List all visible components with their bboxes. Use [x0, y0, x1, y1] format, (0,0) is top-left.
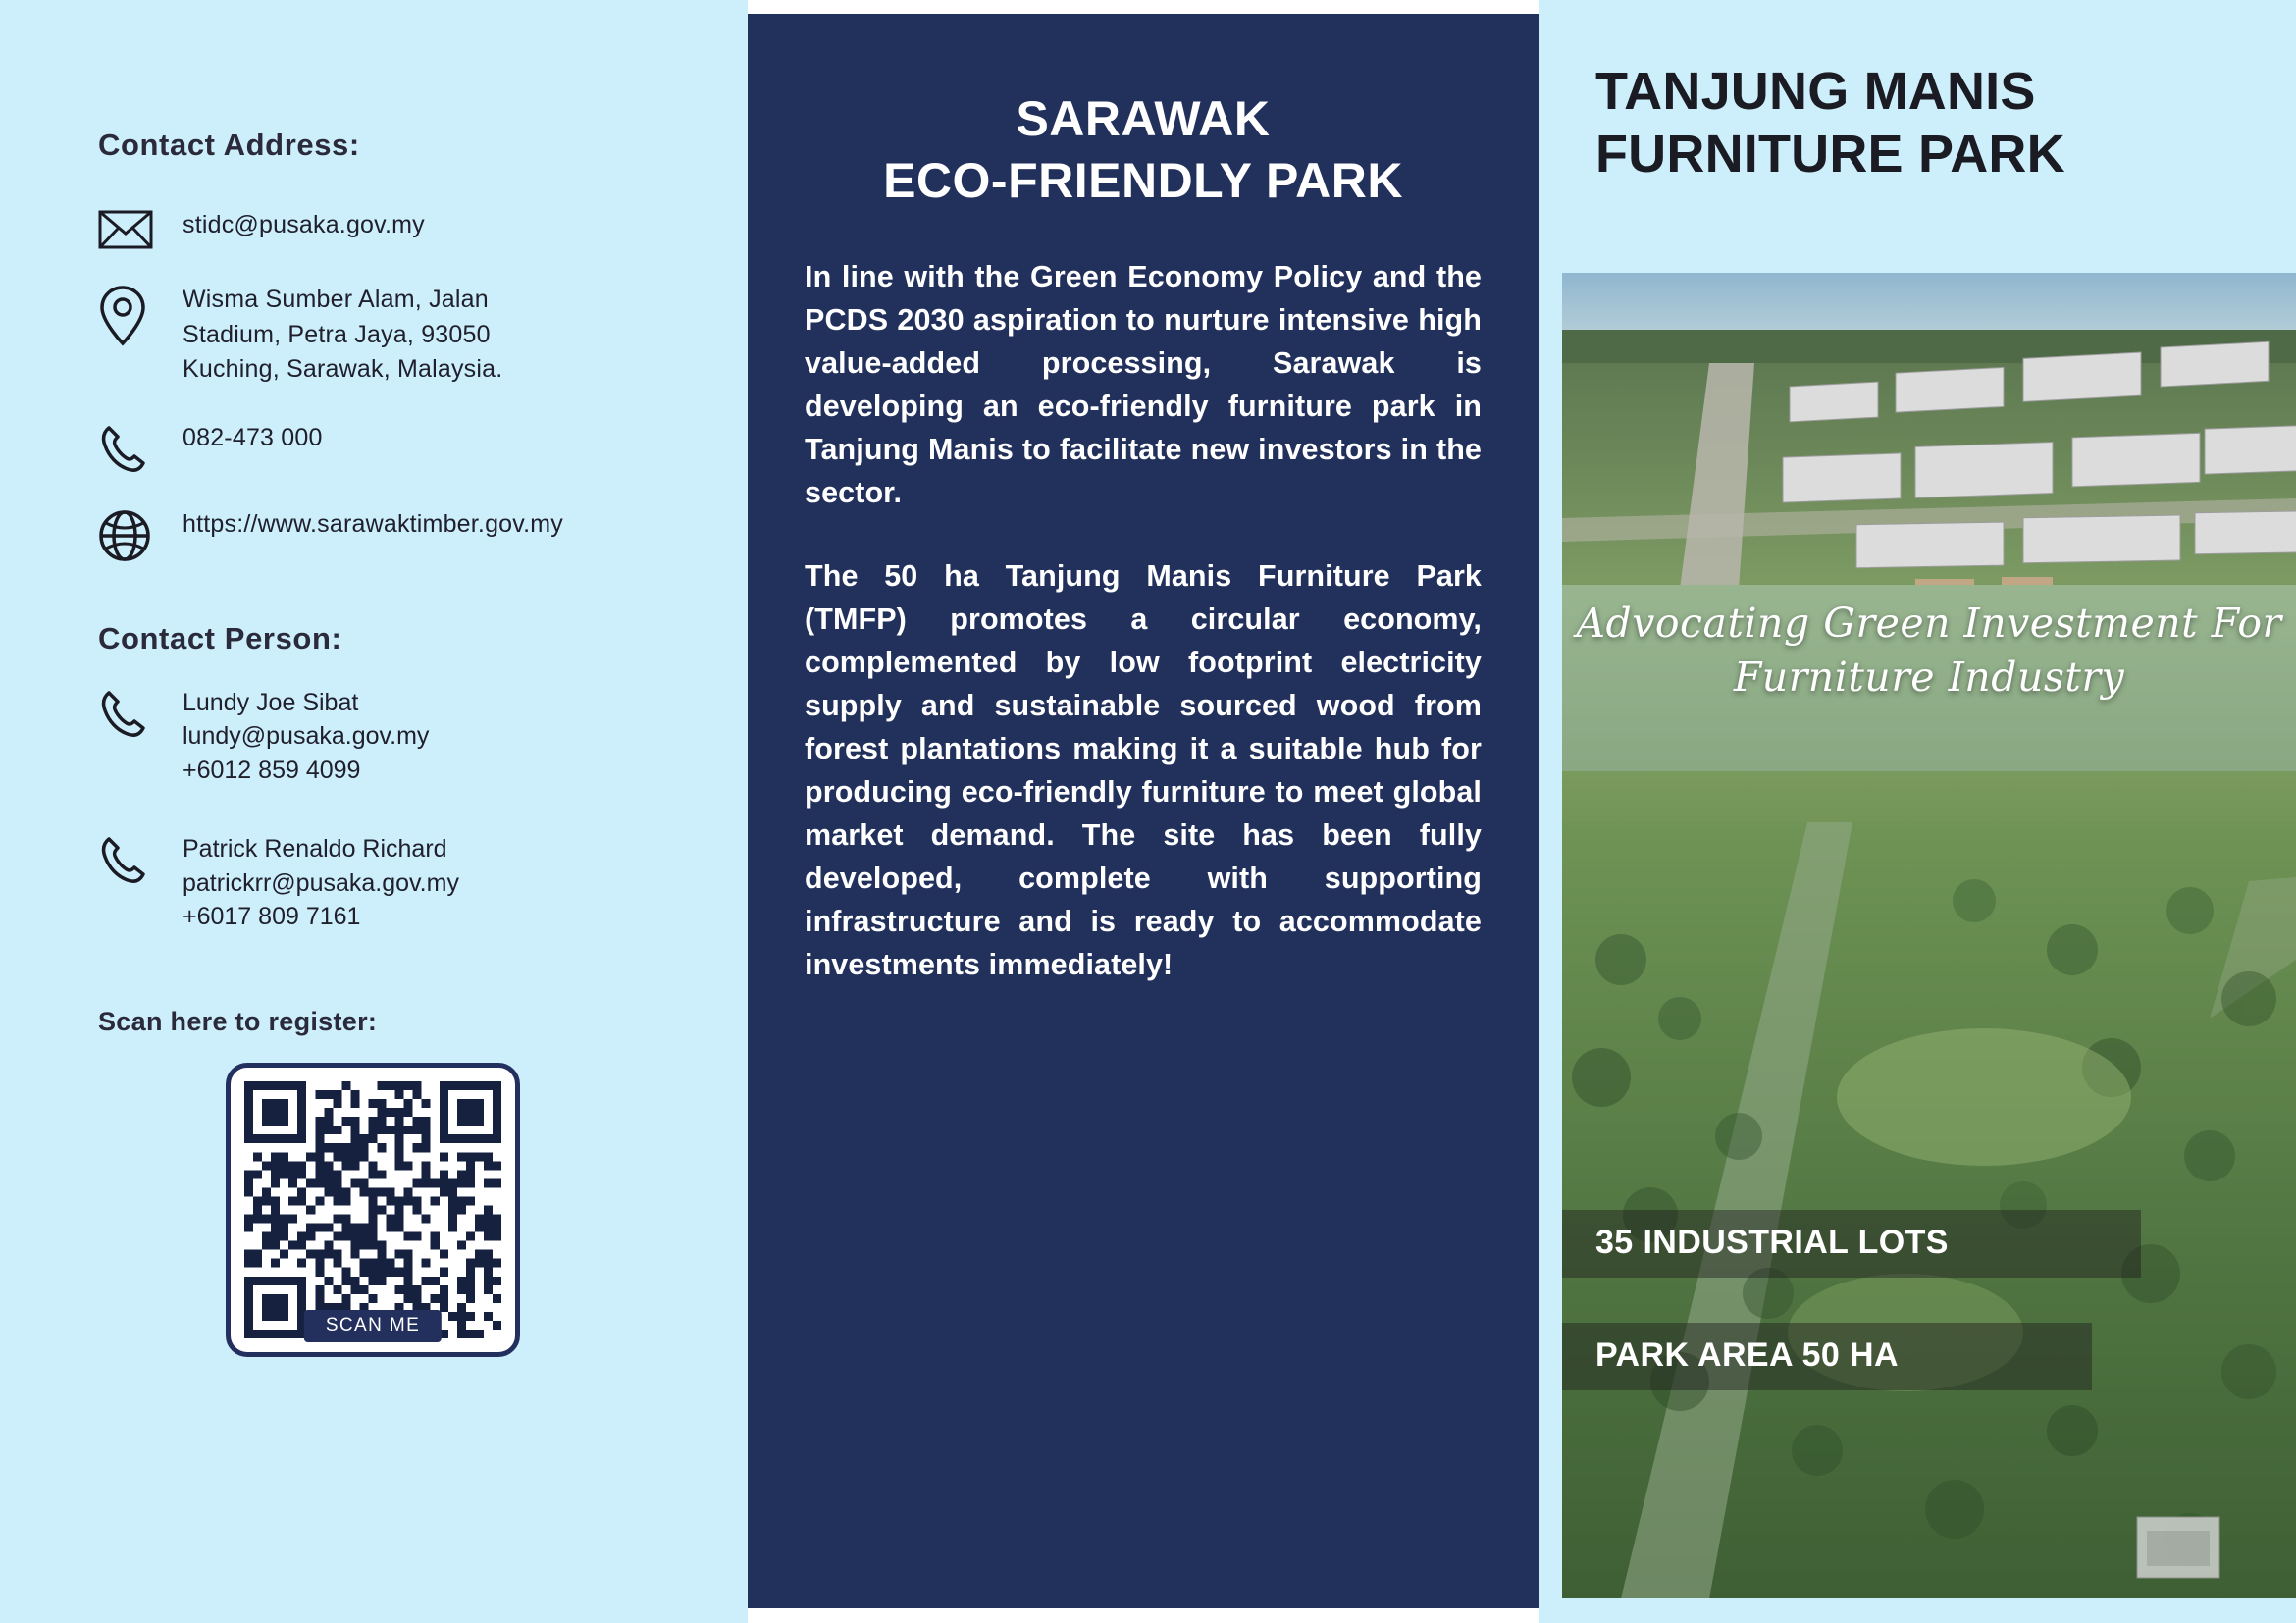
cover-panel — [1539, 0, 2296, 1623]
aerial-park-photo — [1562, 273, 2296, 1598]
person-details — [183, 686, 429, 788]
person-email: lundy@pusaka.gov.my — [183, 722, 430, 750]
contact-address-heading: Contact Address: — [98, 128, 360, 162]
fact-park-area: PARK AREA 50 HA — [1562, 1323, 2092, 1390]
phone-icon — [98, 832, 183, 885]
email-text: stidc@pusaka.gov.my — [183, 211, 425, 238]
person-details — [183, 832, 459, 934]
contact-website-row[interactable] — [98, 507, 669, 562]
person-name: Patrick Renaldo Richard — [183, 835, 447, 863]
person-email: patrickrr@pusaka.gov.my — [183, 868, 459, 897]
eco-park-title-line-2: ECO-FRIENDLY PARK — [883, 152, 1403, 208]
cover-title-line-1: TANJUNG MANIS — [1595, 62, 2036, 121]
address-line-2: Stadium, Petra Jaya, 93050 — [183, 320, 491, 348]
person-name: Lundy Joe Sibat — [183, 688, 359, 716]
contact-address-row — [98, 283, 669, 388]
contact-person-heading: Contact Person: — [98, 620, 342, 655]
phone-icon — [98, 686, 183, 739]
address-line-3: Kuching, Sarawak, Malaysia. — [183, 355, 503, 383]
eco-park-paragraph-1: In line with the Green Economy Policy and the PCDS 2030 aspiration to nurture intensive high value-added processing, Sarawak is developing an eco-friendly furniture park in Tanjung Manis to facilitate new investors in the sector. — [805, 260, 1482, 509]
eco-park-panel — [748, 0, 1539, 1623]
address-line-1: Wisma Sumber Alam, Jalan — [183, 286, 489, 313]
scan-me-badge: SCAN ME — [304, 1310, 442, 1342]
fact-industrial-lots: 35 INDUSTRIAL LOTS — [1562, 1210, 2141, 1278]
phone-text: 082-473 000 — [183, 423, 323, 451]
cover-tagline — [1562, 597, 2296, 706]
contact-person-1 — [98, 686, 669, 788]
person-phone: +6012 859 4099 — [183, 756, 361, 784]
scan-here-label: Scan here to register: — [98, 1006, 378, 1036]
qr-code-canvas — [244, 1081, 501, 1338]
qr-code[interactable] — [226, 1063, 520, 1357]
eco-park-title — [805, 88, 1482, 211]
cover-title — [1539, 0, 2296, 185]
cover-title-line-2: FURNITURE PARK — [1595, 124, 2065, 183]
envelope-icon — [98, 208, 183, 249]
aerial-photo-illustration — [1562, 273, 2296, 1598]
phone-icon — [98, 421, 183, 474]
eco-park-paragraph-2: The 50 ha Tanjung Manis Furniture Park (TMFP) promotes a circular economy, complemented by low footprint electricity supply and sustainable sourced wood from forest plantations making it a suitable hub for producing eco-friendly furniture to meet global market demand. The site has been fully developed, complete with supporting infrastructure and is ready to accommodate investments immediately! — [805, 559, 1482, 981]
eco-park-card — [748, 14, 1539, 1608]
person-phone: +6017 809 7161 — [183, 903, 361, 930]
eco-park-title-line-1: SARAWAK — [1016, 91, 1271, 146]
location-pin-icon — [98, 283, 183, 347]
website-text[interactable]: https://www.sarawaktimber.gov.my — [183, 509, 564, 538]
address-text — [183, 283, 644, 388]
globe-icon — [98, 507, 183, 562]
contact-email-row — [98, 208, 669, 249]
contact-panel — [0, 0, 748, 1623]
cover-tagline-line-2: Furniture Industry — [1733, 654, 2125, 702]
contact-person-2 — [98, 832, 669, 934]
contact-phone-row — [98, 421, 669, 474]
cover-tagline-line-1: Advocating Green Investment For — [1576, 600, 2282, 647]
